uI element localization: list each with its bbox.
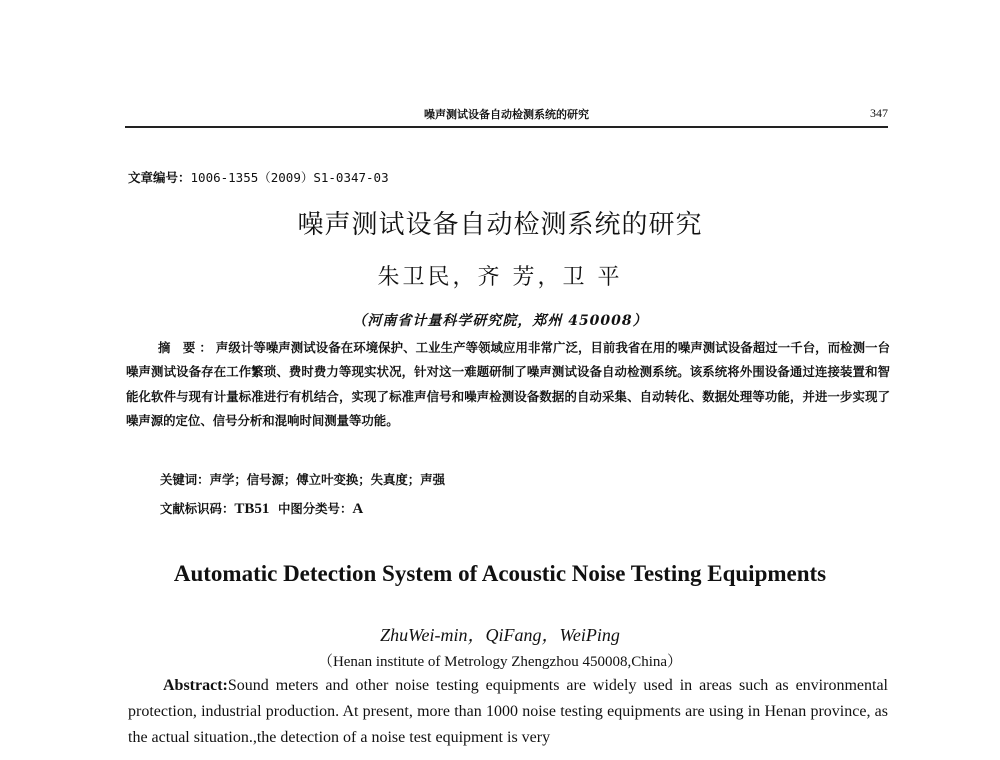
english-abstract	[128, 673, 888, 751]
doc-code-value: TB51	[234, 501, 270, 517]
chinese-affiliation: （河南省计量科学研究院，郑州 450008）	[352, 313, 648, 329]
chinese-abstract-text: 声级计等噪声测试设备在环境保护、工业生产等领域应用非常广泛，目前我省在用的噪声测试设备超过一千台，而检测一台噪声测试设备存在工作繁琐、费时费力等现实状况，针对这一难题研制了噪声测试设备自动检测系统。该系统将外围设备通过连接装置和智能化软件与现有计量标准进行有机结合，实现了标准声信号和噪声检测设备数据的自动采集、自动转化、数据处理等功能，并进一步实现了噪声源的定位、信号分析和混响时间测量等功能。	[126, 340, 890, 429]
page-number: 347	[870, 106, 888, 120]
english-authors: ZhuWei-min，QiFang，WeiPing	[380, 625, 620, 645]
chinese-title: 噪声测试设备自动检测系统的研究	[297, 210, 703, 240]
chinese-keywords-text: 声学；信号源；傅立叶变换；失真度；声强	[209, 472, 445, 487]
english-abstract-text: Sound meters and other noise testing equipments are widely used in areas such as environmental protection, industrial production. At present, more than 1000 noise testing equipments are using in Henan province, as the actual situation.,the detection of a noise test equipment is very	[128, 677, 888, 746]
article-number	[128, 168, 389, 186]
english-abstract-label: Abstract:	[163, 677, 228, 694]
chinese-abstract-label: 摘 要：	[158, 340, 216, 355]
chinese-keywords-label: 关键词：	[160, 472, 210, 487]
doc-code-label: 文献标识码：	[160, 501, 235, 516]
chinese-classification	[160, 499, 363, 518]
chinese-authors: 朱卫民，齐 芳，卫 平	[377, 265, 623, 290]
english-affiliation: （Henan institute of Metrology Zhengzhou 450008,China）	[317, 654, 683, 670]
chinese-abstract	[126, 336, 890, 434]
running-header	[125, 104, 888, 128]
article-number-label: 文章编号：	[128, 170, 191, 185]
article-number-value: 1006-1355（2009）S1-0347-03	[190, 170, 389, 185]
running-title: 噪声测试设备自动检测系统的研究	[424, 108, 589, 121]
class-code-label: 中图分类号：	[278, 501, 353, 516]
english-title: Automatic Detection System of Acoustic Noise Testing Equipments	[173, 561, 827, 586]
chinese-keywords	[160, 470, 445, 488]
class-code-value: A	[352, 501, 364, 517]
